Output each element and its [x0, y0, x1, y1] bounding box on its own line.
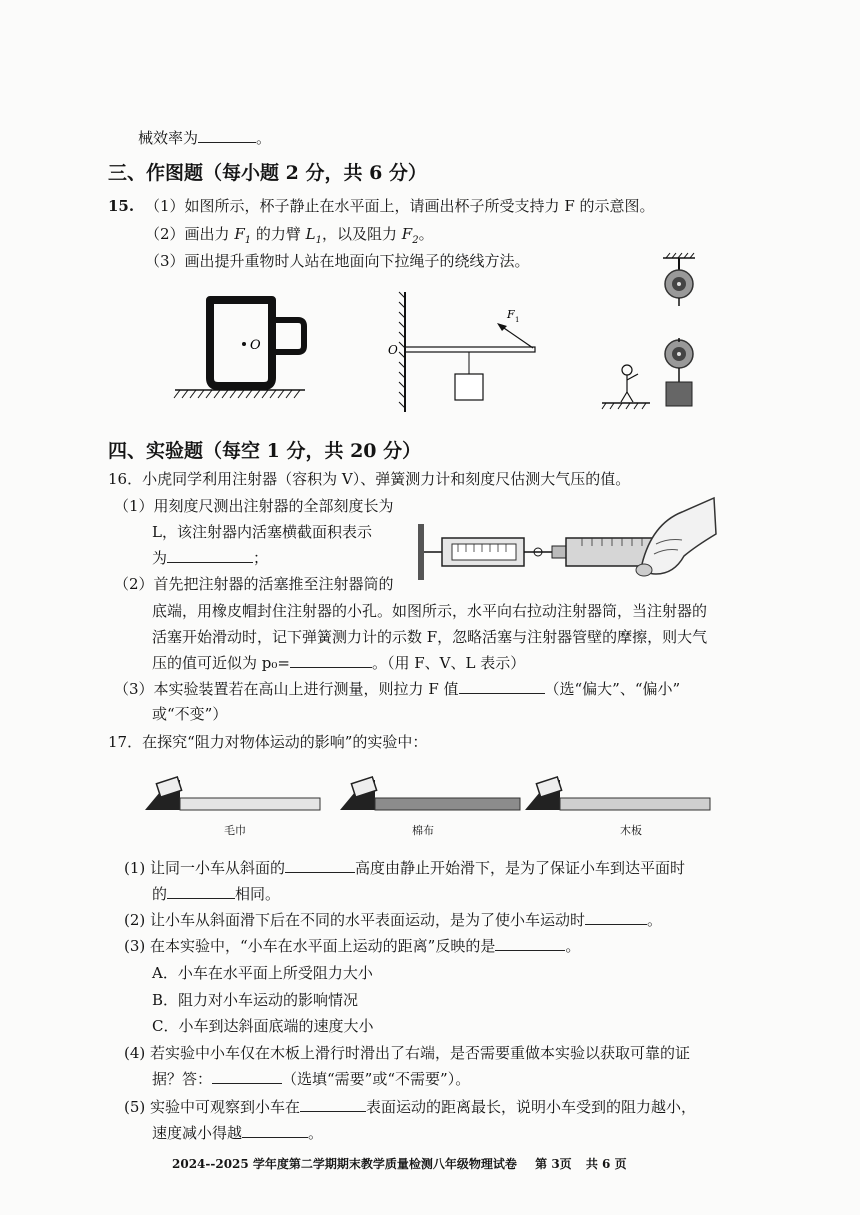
- q17-option-b[interactable]: B．阻力对小车运动的影响情况: [152, 991, 359, 1009]
- q16-part2-line2: 底端，用橡皮帽封住注射器的小孔。如图所示，水平向右拉动注射器筒，当注射器的: [152, 602, 708, 620]
- q15-part1: （1）如图所示，杯子静止在水平面上，请画出杯子所受支持力 F 的示意图。: [145, 197, 655, 215]
- footer-title: 2024--2025 学年度第二学期期末教学质量检测八年级物理试卷: [172, 1157, 517, 1171]
- surface-label-cotton: 棉布: [412, 824, 434, 837]
- q17-part1-line1-b: 高度由静止开始滑下，是为了保证小车到达平面时: [355, 859, 686, 877]
- q16-part1-line1: （1）用刻度尺测出注射器的全部刻度长为: [114, 497, 394, 515]
- q16-part3-line1: [114, 679, 680, 699]
- q17-part1-line2-b: 相同。: [235, 885, 281, 903]
- q15-part2-F2: F: [401, 225, 413, 243]
- q16-part3-line1-a: （3）本实验装置若在高山上进行测量，则拉力 F 值: [114, 680, 459, 698]
- lever-force-sub: 1: [515, 316, 520, 324]
- q15-part2-F1: F: [234, 225, 245, 243]
- q17-stem: 17．在探究“阻力对物体运动的影响”的实验中：: [108, 733, 428, 751]
- q17-part5-line2-b: 。: [308, 1124, 324, 1142]
- q15-part2-c: ，以及阻力: [322, 225, 402, 243]
- q16-part1-line3: [152, 548, 268, 568]
- q15-part2-b: 的力臂: [251, 225, 306, 243]
- q15-number: 15.: [108, 197, 135, 215]
- answer-blank[interactable]: [585, 910, 647, 925]
- q16-stem: 16．小虎同学利用注射器（容积为 V）、弹簧测力计和刻度尺估测大气压的值。: [108, 470, 631, 488]
- answer-blank[interactable]: [212, 1069, 282, 1084]
- q16-part2-line1: （2）首先把注射器的活塞推至注射器筒的: [114, 575, 394, 593]
- q17-option-a[interactable]: A．小车在水平面上所受阻力大小: [152, 964, 373, 982]
- q17-part2-b: 。: [647, 911, 663, 929]
- ramp-towel: [145, 777, 320, 810]
- footer-page: 第 3页: [535, 1157, 572, 1171]
- footer: [172, 1155, 627, 1172]
- pulley-figure[interactable]: [600, 250, 700, 410]
- q16-part2-line4-a: 压的值可近似为 p₀=: [152, 654, 290, 672]
- answer-blank[interactable]: [285, 858, 355, 873]
- q17-part1-line1: [124, 858, 685, 878]
- q17-part5-line2: [152, 1123, 323, 1143]
- ramp-cotton: [340, 777, 520, 810]
- cup-point-label: O: [250, 338, 261, 353]
- section-heading-4: 四、实验题（每空 1 分，共 20 分）: [108, 440, 422, 462]
- answer-blank[interactable]: [167, 548, 253, 563]
- footer-total: 共 6 页: [585, 1157, 627, 1171]
- q17-part5-line2-a: 速度减小得越: [152, 1124, 243, 1142]
- ramp-board: [525, 777, 710, 810]
- q17-option-c[interactable]: C．小车到达斜面底端的速度大小: [152, 1017, 374, 1035]
- continued-suffix: 。: [256, 129, 272, 147]
- q15-part2: [145, 224, 434, 251]
- continued-line: [138, 128, 271, 148]
- lever-force-label: F: [507, 308, 515, 321]
- q15-part2-L1: L: [305, 225, 316, 243]
- q15-part2-F1-sub: 1: [244, 235, 252, 246]
- q16-part1-line3-b: ；: [253, 549, 269, 567]
- q15-part2-a: （2）画出力: [145, 225, 235, 243]
- answer-blank[interactable]: [459, 679, 545, 694]
- q16-part2-line4-b: 。（用 F、V、L 表示）: [371, 654, 526, 672]
- q17-part4-line2-a: 据？答：: [152, 1070, 213, 1088]
- q16-part1-line2: L，该注射器内活塞横截面积表示: [152, 523, 372, 541]
- section-heading-3: 三、作图题（每小题 2 分，共 6 分）: [108, 162, 427, 184]
- q16-part2-line3: 活塞开始滑动时，记下弹簧测力计的示数 F，忽略活塞与注射器管壁的摩擦，则大气: [152, 628, 708, 646]
- q15-part2-L1-sub: 1: [315, 235, 322, 246]
- surface-label-towel: 毛巾: [224, 824, 246, 837]
- q17-part2-a: (2) 让小车从斜面滑下后在不同的水平表面运动，是为了使小车运动时: [124, 911, 586, 929]
- q16-part3-line1-b: （选“偏大”、“偏小”: [544, 680, 681, 698]
- answer-blank[interactable]: [290, 653, 372, 668]
- q17-part1-line2: [152, 884, 280, 904]
- q17-part1-line1-a: (1) 让同一小车从斜面的: [124, 859, 286, 877]
- q17-part3-a: (3) 在本实验中，“小车在水平面上运动的距离”反映的是: [124, 937, 496, 955]
- lever-point-label: O: [388, 343, 398, 357]
- q17-part3: [124, 936, 580, 956]
- q17-part2: [124, 910, 662, 930]
- q16-part2-line4: [152, 653, 525, 673]
- cup-figure[interactable]: [170, 290, 320, 400]
- answer-blank[interactable]: [300, 1097, 366, 1112]
- surface-label-board: 木板: [620, 824, 642, 837]
- q17-part4-line2: [152, 1069, 470, 1089]
- q16-part1-line3-a: 为: [152, 549, 168, 567]
- answer-blank[interactable]: [495, 936, 565, 951]
- q15-part3: （3）画出提升重物时人站在地面向下拉绳子的绕线方法。: [145, 252, 530, 270]
- q16-part3-line2: 或“不变”）: [152, 705, 228, 723]
- q15-part2-d: 。: [418, 225, 434, 243]
- lever-figure[interactable]: [385, 290, 545, 415]
- syringe-apparatus-figure[interactable]: [412, 494, 717, 584]
- q17-part4-line1: (4) 若实验中小车仅在木板上滑行时滑出了右端，是否需要重做本实验以获取可靠的证: [124, 1044, 691, 1062]
- q15-part2-F2-sub: 2: [412, 235, 419, 246]
- q17-part5-line1: [124, 1097, 696, 1117]
- q17-part1-line2-a: 的: [152, 885, 168, 903]
- answer-blank[interactable]: [242, 1123, 308, 1138]
- q17-part3-b: 。: [565, 937, 581, 955]
- answer-blank[interactable]: [167, 884, 235, 899]
- q17-part5-line1-b: 表面运动的距离最长，说明小车受到的阻力越小，: [366, 1098, 697, 1116]
- continued-text: 械效率为: [138, 129, 199, 147]
- answer-blank[interactable]: [198, 128, 256, 143]
- q17-part5-line1-a: (5) 实验中可观察到小车在: [124, 1098, 301, 1116]
- q17-part4-line2-b: （选填“需要”或“不需要”）。: [282, 1070, 471, 1088]
